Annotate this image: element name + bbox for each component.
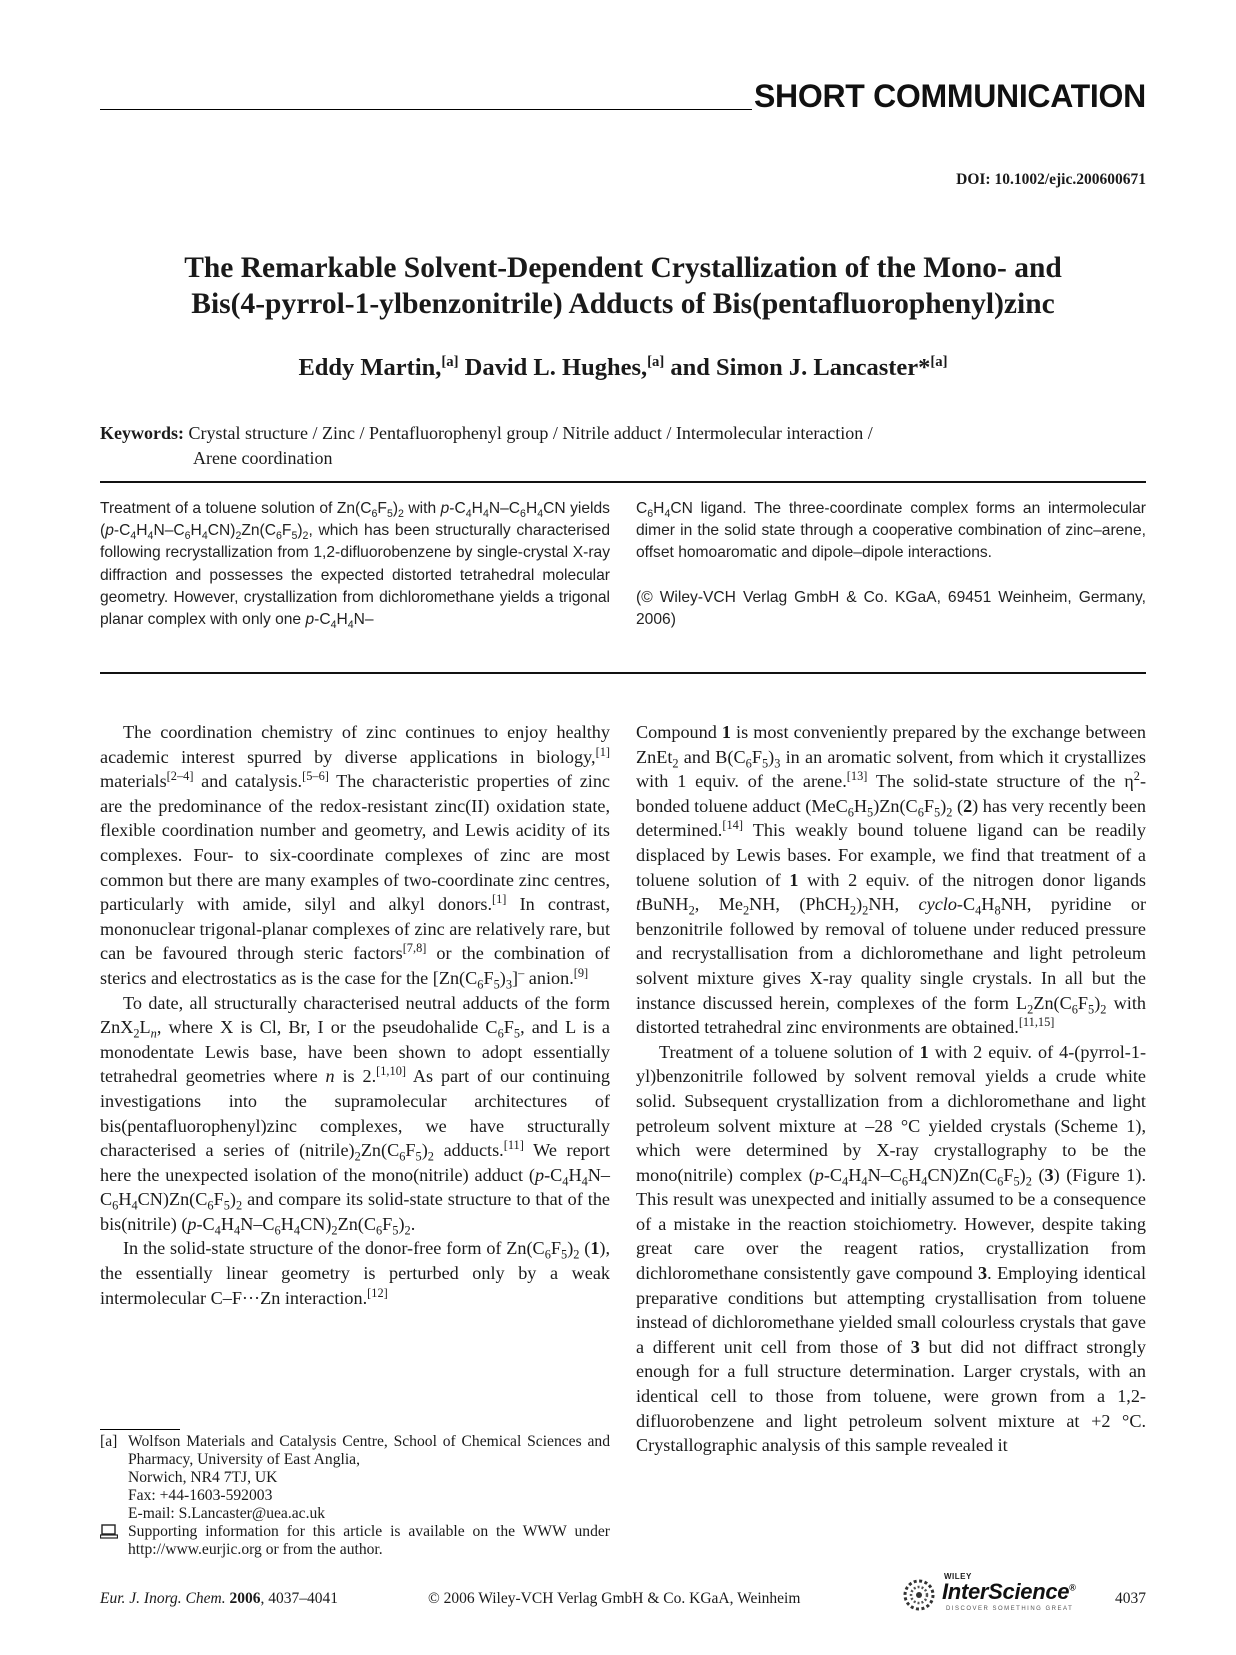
affiliation-footnote	[100, 1433, 610, 1523]
body-column-left	[100, 720, 610, 1310]
abstract-bottom-rule	[100, 672, 1146, 674]
interscience-logo-icon	[900, 1576, 938, 1614]
author-affiliation: [a]	[647, 353, 665, 370]
journal-pages: , 4037–4041	[260, 1590, 338, 1607]
title-line: Bis(4-pyrrol-1-ylbenzonitrile) Adducts of Bis(pentafluorophenyl)zinc	[191, 288, 1055, 320]
header-rule	[100, 109, 752, 110]
publisher-name: InterScience®	[942, 1579, 1076, 1604]
journal-name: Eur. J. Inorg. Chem.	[100, 1590, 226, 1607]
supporting-info-footnote	[100, 1523, 610, 1559]
keywords	[100, 421, 1146, 471]
footnote-rule	[100, 1429, 180, 1430]
article-title	[100, 250, 1146, 322]
author-name: Simon J. Lancaster*	[716, 354, 931, 381]
title-line: The Remarkable Solvent-Dependent Crystallization of the Mono- and	[184, 252, 1062, 284]
body-paragraph: Treatment of a toluene solution of 1 with 2 equiv. of 4-(pyrrol-1-yl)benzonitrile followed by solvent removal yields a crude white solid. Subsequent crystallization from a dichloromethane and light petroleum solvent mixture at –28 °C yielded crystals (Scheme 1), which were determined by X-ray crystallography to be the mono(nitrile) complex $(p-C_4H_4N-C_6H_4CN)Zn(C_6F_5)_2$ (3) (Figure 1). This result was unexpected and initially assumed to be a consequence of a mistake in the reaction stoichiometry. However, despite taking great care over the reagent ratios, crystallization from dichloromethane consistently gave compound 3. Employing identical preparative conditions but attempting crystallisation from toluene instead of dichloromethane yielded small colourless crystals that gave a different unit cell from those of 3 but did not diffract strongly enough for a full structure determination. Larger crystals, with an identical cell to those from toluene, were grown from a 1,2-difluorobenzene and light petroleum solvent mixture at +2 °C. Crystallographic analysis of this sample revealed it	[636, 1041, 1147, 1456]
body-paragraph: To date, all structurally characterised neutral adducts of the form $ZnX_2L_n$, where X is Cl, Br, I or the pseudohalide $C_6F_5$, and L is a monodentate Lewis base, have been shown to adopt essentially tetrahedral geometries where n is 2.[1,10] As part of our continuing investigations into the supramolecular architectures of bis(pentafluorophenyl)zinc complexes, we have structurally characterised a series of $(nitrile)_2Zn(C_6F_5)_2$ adducts.[11] We report here the unexpected isolation of the mono(nitrile) adduct $(p-C_4H_4N-C_6H_4CN)Zn(C_6F_5)_2$ and compare its solid-state structure to that of the bis(nitrile) $(p-C_4H_4N-C_6H_4CN)_2Zn(C_6F_5)_2$.	[100, 992, 610, 1238]
footnote-line: E-mail: S.Lancaster@uea.ac.uk	[128, 1505, 326, 1522]
body-paragraph: Compound 1 is most conveniently prepared by the exchange between ZnEt$_2$ and $B(C_6F_5)_3$ in an aromatic solvent, from which it crystallizes with 1 equiv. of the arene.[13] The solid-state structure of the $\eta^2$-bonded toluene adduct $(MeC_6H_5)Zn(C_6F_5)_2$ (2) has very recently been determined.[14] This weakly bound toluene ligand can be readily displaced by Lewis bases. For example, we find that treatment of a toluene solution of 1 with 2 equiv. of the nitrogen donor ligands tBuNH$_2$, $Me_2NH$, $(PhCH_2)_2NH$, cyclo-$C_4H_8NH$, pyridine or benzonitrile followed by removal of toluene under reduced pressure and recrystallisation from a dichloromethane and light petroleum solvent mixture gives X-ray quality single crystals. In all but the instance discussed herein, complexes of the form $L_2Zn(C_6F_5)_2$ with distorted tetrahedral zinc environments are obtained.[11,15]	[636, 722, 1147, 1038]
footnote-line: Wolfson Materials and Catalysis Centre, School of Chemical Sciences and Pharmacy, University of East Anglia,	[128, 1433, 610, 1468]
footnote-line: Norwich, NR4 7TJ, UK	[128, 1469, 278, 1486]
keywords-text: Arene coordination	[193, 448, 333, 468]
page-number: 4037	[1115, 1590, 1146, 1607]
journal-citation	[100, 1590, 338, 1608]
footnotes	[100, 1433, 610, 1559]
body-paragraph: The coordination chemistry of zinc continues to enjoy healthy academic interest spurred by diverse applications in biology,[1] materials[2–4] and catalysis.[5–6] The characteristic properties of zinc are the predominance of the redox-resistant zinc(II) oxidation state, flexible coordination number and geometry, and Lewis acidity of its complexes. Four- to six-coordinate complexes of zinc are most common but there are many examples of two-coordinate zinc centres, particularly with amide, silyl and alkyl donors.[1] In contrast, mononuclear trigonal-planar complexes of zinc are relatively rare, but can be favoured through steric factors[7,8] or the combination of sterics and electrostatics as is the case for the $[Zn(C_6F_5)_3]^-$ anion.[9]	[100, 722, 610, 992]
footnote-line: Fax: +44-1603-592003	[128, 1487, 273, 1504]
author-conjunction: and	[670, 354, 710, 381]
author-list	[100, 354, 1146, 382]
author-name: Eddy Martin,	[298, 354, 442, 381]
journal-year: 2006	[229, 1590, 261, 1607]
section-label: SHORT COMMUNICATION	[754, 78, 1146, 114]
publisher-tagline: DISCOVER SOMETHING GREAT	[946, 1606, 1074, 1612]
footer-copyright: © 2006 Wiley-VCH Verlag GmbH & Co. KGaA, Weinheim	[428, 1590, 801, 1607]
abstract-copyright: (© Wiley-VCH Verlag GmbH & Co. KGaA, 69451 Weinheim, Germany, 2006)	[636, 588, 1146, 628]
footnote-marker: [a]	[100, 1433, 118, 1450]
abstract-column-left	[100, 498, 610, 631]
keywords-text: Crystal structure / Zinc / Pentafluorophenyl group / Nitrile adduct / Intermolecular interaction /	[188, 423, 873, 443]
keywords-label: Keywords:	[100, 423, 184, 443]
supporting-info-text: Supporting information for this article is available on the WWW under http://www.eurjic.org or from the author.	[128, 1523, 610, 1558]
body-paragraph: In the solid-state structure of the donor-free form of $Zn(C_6F_5)_2$ (1), the essentially linear geometry is perturbed only by a weak intermolecular C–F···Zn interaction.[12]	[100, 1238, 611, 1308]
body-column-right	[636, 720, 1146, 1458]
author-name: David L. Hughes,	[464, 354, 648, 381]
publisher-small-label: WILEY	[944, 1572, 972, 1581]
abstract-column-right	[636, 498, 1146, 631]
publisher-logo	[900, 1572, 1080, 1616]
computer-icon	[100, 1523, 128, 1559]
doi: DOI: 10.1002/ejic.200600671	[956, 171, 1146, 188]
abstract-paragraph: $C_6H_4CN$ ligand. The three-coordinate complex forms an intermolecular dimer in the solid state through a cooperative combination of zinc–arene, offset homoaromatic and dipole–dipole interactions.	[636, 500, 1146, 562]
abstract-paragraph: Treatment of a toluene solution of $Zn(C_6F_5)_2$ with $p-C_4H_4N-C_6H_4CN$ yields $(p-C_4H_4N-C_6H_4CN)_2Zn(C_6F_5)_2$, which has been structurally characterised following recrystallization from 1,2-difluorobenzene by single-crystal X-ray diffraction and possesses the expected distorted tetrahedral molecular geometry. However, crystallization from dichloromethane yields a trigonal planar complex with only one $p-C_4H_4N-$	[100, 500, 610, 632]
abstract-top-rule	[100, 481, 1146, 483]
author-affiliation: [a]	[441, 353, 459, 370]
author-affiliation: [a]	[930, 353, 948, 370]
